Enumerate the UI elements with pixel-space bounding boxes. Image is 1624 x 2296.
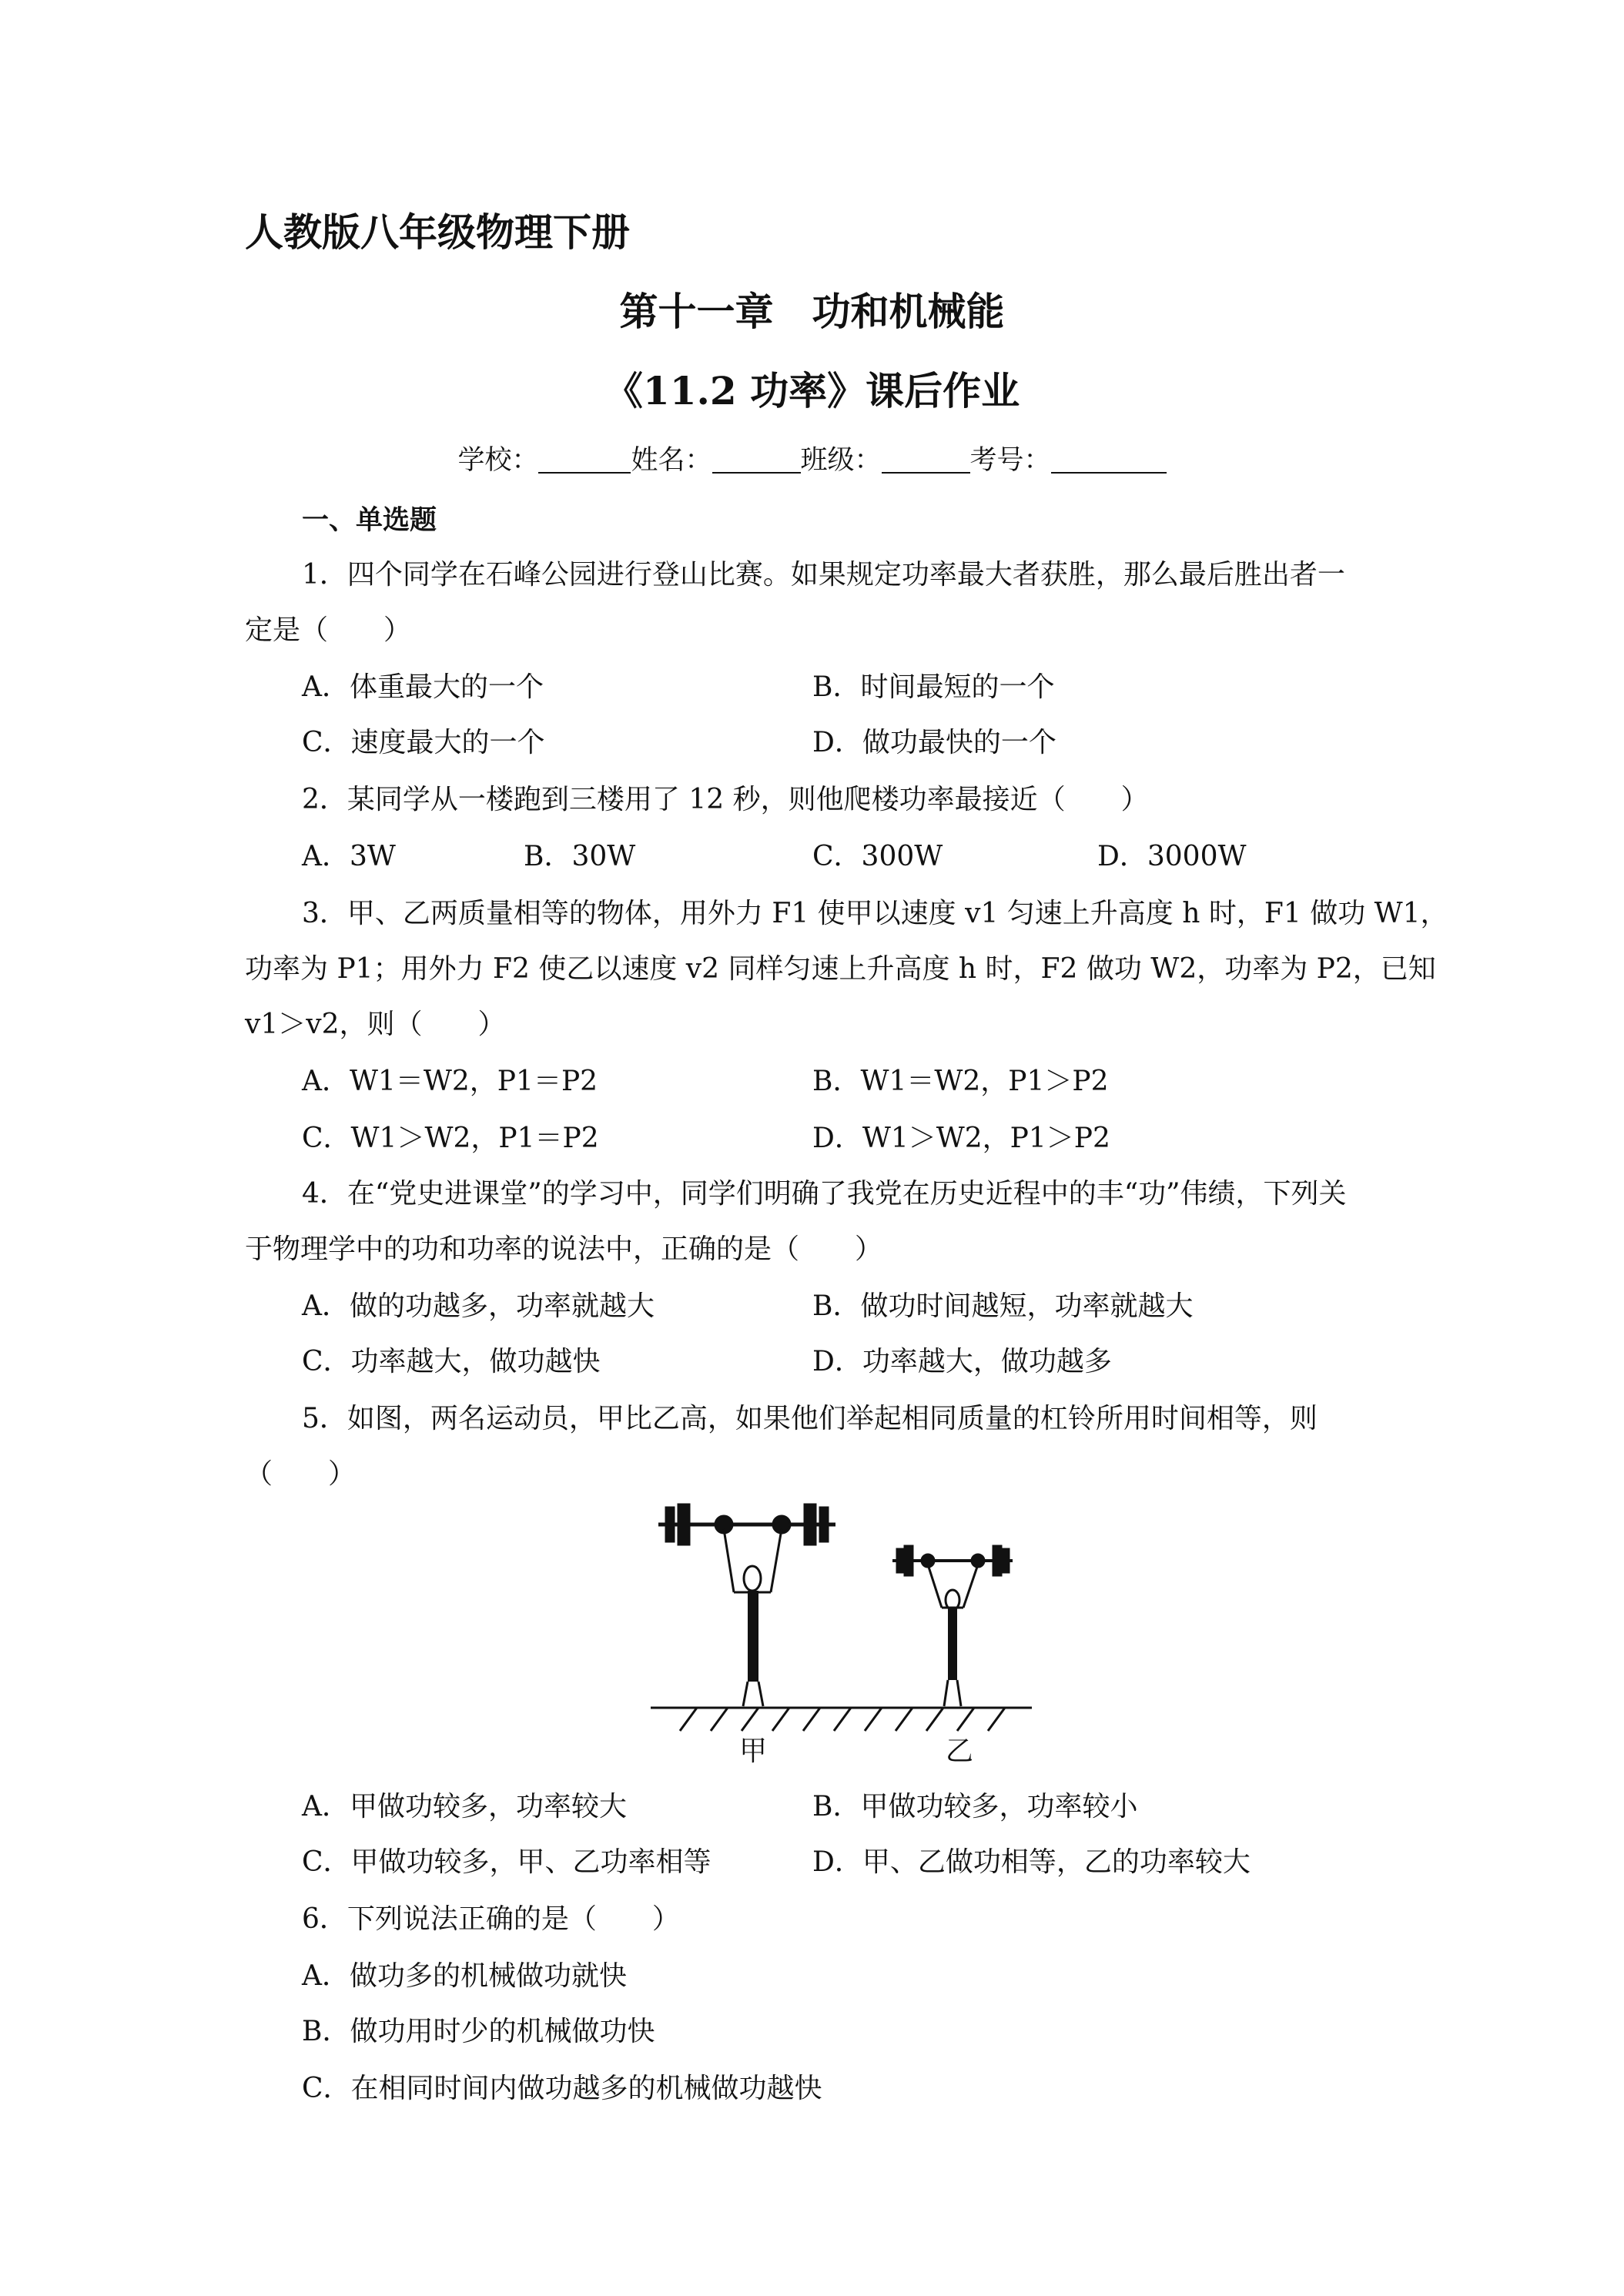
class-blank[interactable] — [882, 446, 970, 474]
lesson-title: 《11.2 功率》课后作业 — [604, 368, 1020, 413]
q5-stem-line2: （ ） — [245, 1458, 357, 1490]
q2-option-d[interactable]: D．3000W — [1097, 841, 1247, 872]
school-blank[interactable] — [538, 446, 631, 474]
figure-label-yi: 乙 — [946, 1735, 974, 1767]
name-label: 姓名： — [631, 445, 712, 476]
q1-option-d[interactable]: D．做功最快的一个 — [812, 727, 1056, 758]
q3-option-b[interactable]: B．W1＝W2，P1＞P2 — [812, 1066, 1109, 1097]
number-label: 考号： — [969, 445, 1051, 476]
lifter-jia — [658, 1504, 835, 1706]
q4-stem-line2: 于物理学中的功和功率的说法中，正确的是（ ） — [245, 1233, 883, 1265]
section-title: 一、单选题 — [302, 504, 437, 536]
q3-stem-line1: 3．甲、乙两质量相等的物体，用外力 F1 使甲以速度 v1 匀速上升高度 h 时，F1 做功 W1， — [302, 898, 1448, 929]
q4-option-c[interactable]: C．功率越大，做功越快 — [302, 1346, 601, 1377]
name-blank[interactable] — [712, 446, 801, 474]
q4-stem-line1: 4．在“党史进课堂”的学习中，同学们明确了我党在历史近程中的丰“功”伟绩，下列关 — [302, 1178, 1347, 1210]
q1-stem-line2: 定是（ ） — [245, 614, 412, 646]
q1-stem-line1: 1．四个同学在石峰公园进行登山比赛。如果规定功率最大者获胜，那么最后胜出者一 — [302, 559, 1345, 591]
q1-option-b[interactable]: B．时间最短的一个 — [812, 671, 1055, 703]
q3-stem-line2: 功率为 P1；用外力 F2 使乙以速度 v2 同样匀速上升高度 h 时，F2 做功 W2，功率为 P2，已知 — [245, 953, 1436, 985]
q3-option-c[interactable]: C．W1＞W2，P1＝P2 — [302, 1123, 599, 1154]
q2-option-c[interactable]: C．300W — [812, 841, 943, 872]
q3-option-d[interactable]: D．W1＞W2，P1＞P2 — [812, 1123, 1110, 1154]
q6-option-c[interactable]: C．在相同时间内做功越多的机械做功越快 — [302, 2073, 822, 2104]
q5-stem-line1: 5．如图，两名运动员，甲比乙高，如果他们举起相同质量的杠铃所用时间相等，则 — [302, 1403, 1318, 1434]
lifter-yi — [892, 1546, 1013, 1706]
q6-option-a[interactable]: A．做功多的机械做功就快 — [302, 1960, 627, 1992]
q4-option-d[interactable]: D．功率越大，做功越多 — [812, 1346, 1112, 1377]
q6-stem: 6．下列说法正确的是（ ） — [302, 1903, 680, 1935]
chapter-title: 第十一章 功和机械能 — [619, 289, 1005, 334]
q6-option-b[interactable]: B．做功用时少的机械做功快 — [302, 2016, 655, 2047]
q3-option-a[interactable]: A．W1＝W2，P1＝P2 — [302, 1066, 598, 1097]
q2-option-b[interactable]: B．30W — [524, 841, 636, 872]
q5-option-a[interactable]: A．甲做功较多，功率较大 — [302, 1791, 627, 1822]
figure-label-jia: 甲 — [739, 1735, 768, 1767]
q2-stem: 2．某同学从一楼跑到三楼用了 12 秒，则他爬楼功率最接近（ ） — [302, 784, 1149, 815]
q5-option-c[interactable]: C．甲做功较多，甲、乙功率相等 — [302, 1846, 712, 1878]
weightlifter-diagram — [651, 1492, 1051, 1739]
q4-option-a[interactable]: A．做的功越多，功率就越大 — [302, 1290, 655, 1322]
q3-stem-line3: v1＞v2，则（ ） — [245, 1009, 506, 1040]
q2-option-a[interactable]: A．3W — [302, 841, 396, 872]
school-label: 学校： — [457, 445, 539, 476]
q5-option-d[interactable]: D．甲、乙做功相等，乙的功率较大 — [812, 1846, 1251, 1878]
number-blank[interactable] — [1051, 446, 1167, 474]
q5-option-b[interactable]: B．甲做功较多，功率较小 — [812, 1791, 1138, 1822]
q4-option-b[interactable]: B．做功时间越短，功率就越大 — [812, 1290, 1194, 1322]
student-info-line — [0, 439, 1624, 477]
ground — [651, 1708, 1032, 1731]
q1-option-c[interactable]: C．速度最大的一个 — [302, 727, 545, 758]
book-title: 人教版八年级物理下册 — [245, 209, 630, 255]
q1-option-a[interactable]: A．体重最大的一个 — [302, 671, 544, 703]
class-label: 班级： — [800, 445, 882, 476]
weightlifter-figure — [651, 1492, 1051, 1745]
